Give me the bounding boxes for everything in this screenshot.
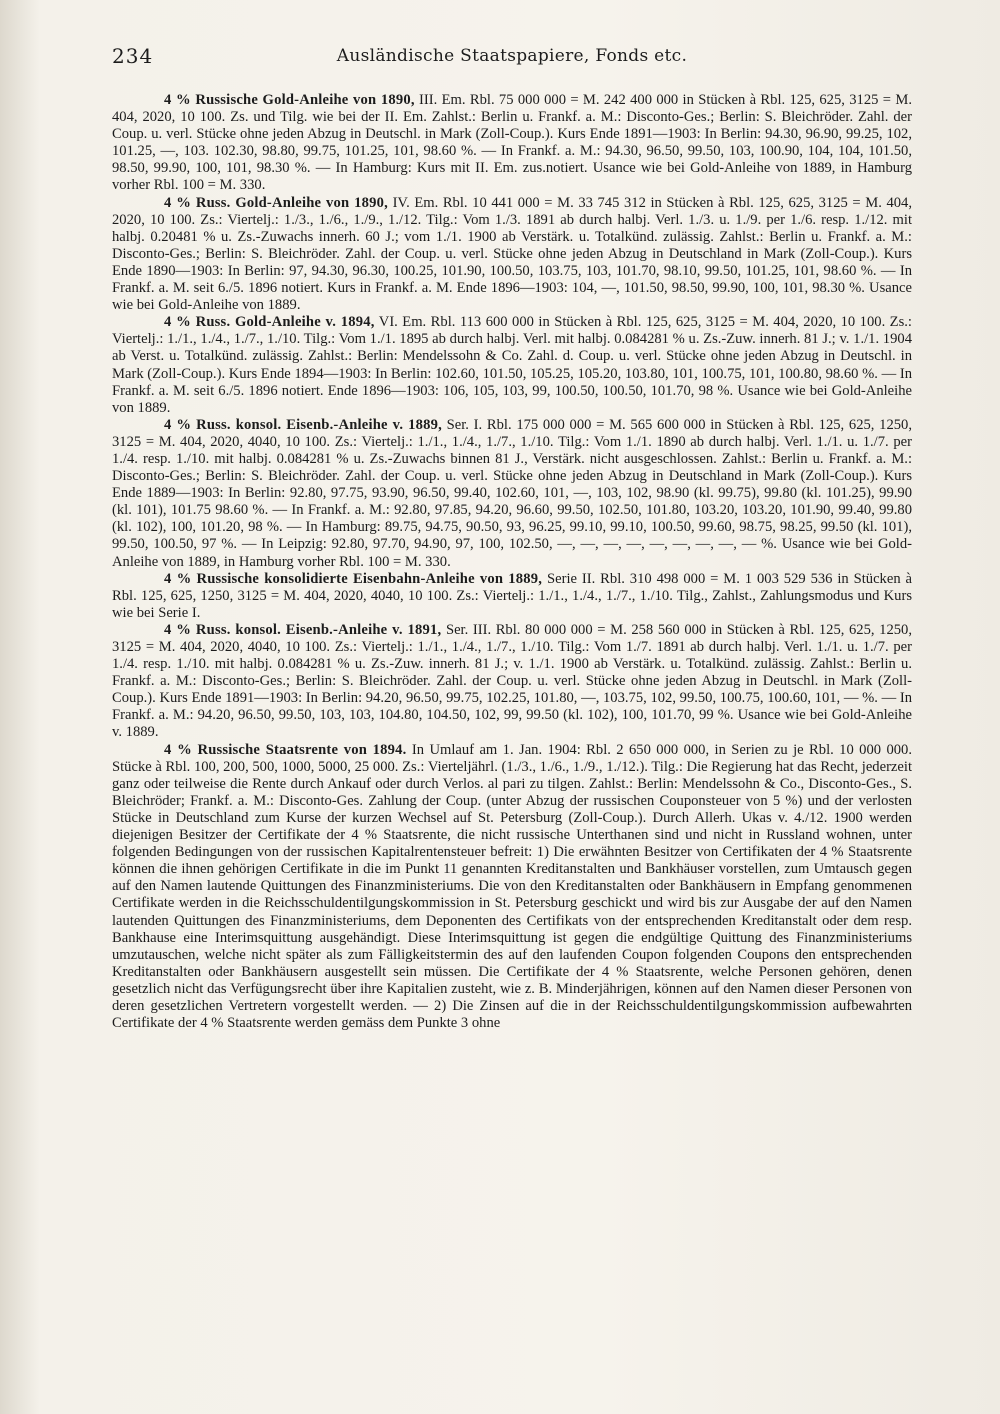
- entry-title: 4 % Russ. konsol. Eisenb.-Anleihe v. 1889,: [164, 416, 442, 433]
- entry-eisenb-anleihe-1891-ser3: [112, 622, 912, 742]
- entry-gold-anleihe-1890-em3: [112, 92, 912, 195]
- entry-text: IV. Em. Rbl. 10 441 000 = M. 33 745 312 in Stücken à Rbl. 125, 625, 3125 = M. 404, 2020, 10 100. Zs.: Viertelj.: 1./3., 1./6., 1./9., 1./12. Tilg.: Vom 1./3. 1891 ab durch halbj. Verl. 1./3. u. 1./9. per 1./6. resp. 1./12. mit halbj. 0.20481 % u. Zs.-Zuwachs innerh. 60 J.; vom 1./1. 1900 ab Verstärk. u. Totalkünd. zulässig. Zahlst.: Berlin u. Frankf. a. M.: Disconto-Ges.; Berlin: S. Bleichröder. Zahl. der Coup. u. verl. Stücke ohne jeden Abzug in Deutschland in Mark (Zoll-Coup.). Kurs Ende 1890—1903: In Berlin: 97, 94.30, 96.30, 100.25, 101.90, 100.50, 103.75, 103, 101.70, 98.10, 99.50, 101.25, 101, 98.60 %. — In Frankf. a. M. seit 6./5. 1896 notiert. Kurs in Frankf. a. M. Ende 1896—1903: 104, —, 101.50, 98.50, 99.90, 100, 101, 98.30 %. Usance wie bei Gold-Anleihe von 1889.: [112, 194, 912, 314]
- entry-staatsrente-1894: [112, 742, 912, 1033]
- entry-gold-anleihe-1894: [112, 314, 912, 417]
- entry-text: Ser. III. Rbl. 80 000 000 = M. 258 560 000 in Stücken à Rbl. 125, 625, 1250, 3125 = M. 404, 2020, 4040, 10 100. Zs.: Viertelj.: 1./1., 1./4., 1./7., 1./10. Tilg.: Vom 1./7. 1891 ab durch halbj. Verl. 1./1. u. 1./7. per 1./4. resp. 1./10. mit halbj. 0.084281 % u. Zs.-Zuw. innerh. 81 J.; v. 1./1. 1900 ab Verstärk. u. Totalkünd. zulässig. Zahlst.: Berlin u. Frankf. a. M.: Disconto-Ges.; Berlin: S. Bleichröder. Zahl. der Coup. u. verl. Stücke ohne jeden Abzug in Deutschl. in Mark (Zoll-Coup.). Kurs Ende 1891—1903: In Berlin: 94.20, 96.50, 99.75, 102.25, 101.80, —, 103.75, 102, 99.50, 100.75, 100.60, 101, — %. — In Frankf. a. M.: 94.20, 96.50, 99.50, 103, 103, 104.80, 104.50, 102, 99, 99.50 (kl. 102), 100, 101.70, 99 %. Usance wie bei Gold-Anleihe v. 1889.: [112, 621, 912, 741]
- entry-text: III. Em. Rbl. 75 000 000 = M. 242 400 000 in Stücken à Rbl. 125, 625, 3125 = M. 404, 2020, 10 100. Zs. und Tilg. wie bei der II. Em. Zahlst.: Berlin u. Frankf. a. M.: Disconto-Ges.; Berlin: S. Bleichröder. Zahl. der Coup. u. verl. Stücke ohne jeden Abzug in Deutschl. in Mark (Zoll-Coup.). Kurs Ende 1891—1903: In Berlin: 94.30, 96.90, 99.25, 102, 101.25, —, 103. 102.30, 98.80, 99.75, 101.25, 101, 98.60 %. — In Frankf. a. M.: 94.30, 96.50, 99.50, 103, 100.90, 104, 104, 101.50, 98.50, 99.90, 100, 101, 98.30 %. — In Hamburg: Kurs mit II. Em. zus.notiert. Usance wie bei Gold-Anleihe von 1889, in Hamburg vorher Rbl. 100 = M. 330.: [112, 92, 912, 194]
- running-head: Ausländische Staatspapiere, Fonds etc.: [336, 46, 688, 66]
- entry-gold-anleihe-1890-em4: [112, 195, 912, 315]
- entry-text: Serie II. Rbl. 310 498 000 = M. 1 003 529 536 in Stücken à Rbl. 125, 625, 1250, 3125 = M. 404, 2020, 4040, 10 100. Zs.: Viertelj.: 1./1., 1./4., 1./7., 1./10. Tilg., Zahlst., Zahlungsmodus und Kurs wie bei Serie I.: [112, 570, 912, 621]
- entry-eisenb-anleihe-1889-ser1: [112, 417, 912, 571]
- entry-title: 4 % Russische Gold-Anleihe von 1890,: [164, 92, 415, 108]
- entry-text: Ser. I. Rbl. 175 000 000 = M. 565 600 000 in Stücken à Rbl. 125, 625, 1250, 3125 = M. 404, 2020, 4040, 10 100. Zs.: Viertelj.: 1./1., 1./4., 1./7., 1./10. Tilg.: Vom 1./1. 1890 ab durch halbj. Verl. 1./1. u. 1./7. per 1./4. resp. 1./10. mit halbj. 0.084281 % u. Zs.-Zuwachs binnen 81 J., Verstärk. nicht ausgeschlossen. Zahlst.: Berlin u. Frankf. a. M.: Disconto-Ges.; Berlin: S. Bleichröder. Zahl. der Coup. u. verl. Stücke ohne jeden Abzug in Deutschland in Mark (Zoll-Coup.). Kurs Ende 1889—1903: In Berlin: 92.80, 97.75, 93.90, 96.50, 99.40, 102.60, 101, —, 103, 102, 98.90 (kl. 99.75), 99.80 (kl. 101.25), 99.90 (kl. 101), 101.75 98.60 %. — In Frankf. a. M.: 92.80, 97.85, 94.20, 96.60, 99.50, 102.50, 101.80, 103.20, 103.20, 101.90, 99.40, 99.80 (kl. 102), 100, 101.20, 98 %. — In Hamburg: 89.75, 94.75, 90.50, 93, 96.25, 99.10, 99.10, 100.50, 99.60, 98.75, 98.25, 99.50 (kl. 101), 99.50, 100.50, 97 %. — In Leipzig: 92.80, 97.70, 94.90, 97, 100, 102.50, —, —, —, —, —, —, —, —, — %. Usance wie bei Gold-Anleihe von 1889, in Hamburg vorher Rbl. 100 = M. 330.: [112, 416, 912, 570]
- page-header: [112, 44, 912, 74]
- entry-eisenb-anleihe-1889-ser2: [112, 571, 912, 622]
- entry-title: 4 % Russ. Gold-Anleihe v. 1894,: [164, 314, 375, 331]
- entry-text: VI. Em. Rbl. 113 600 000 in Stücken à Rbl. 125, 625, 3125 = M. 404, 2020, 10 100. Zs.: Viertelj.: 1./1., 1./4., 1./7., 1./10. Tilg.: Vom 1./1. 1895 ab durch halbj. Verl. mit halbj. 0.084281 % u. Zs.-Zuw. innerh. 81 J.; v. 1./1. 1904 ab Verst. u. Totalkünd. zulässig. Zahlst.: Berlin: Mendelssohn & Co. Zahl. d. Coup. u. verl. Stücke ohne jeden Abzug in Deutschl. in Mark (Zoll-Coup.). Kurs Ende 1894—1903: In Berlin: 102.60, 101.50, 105.25, 105.20, 103.80, 101, 100.75, 101, 100.80, 98.60 %. — In Frankf. a. M. seit 6./5. 1896 notiert. Ende 1896—1903: 106, 105, 103, 99, 100.50, 100.50, 101.70, 98 %. Usance wie bei Gold-Anleihe von 1889.: [112, 314, 912, 416]
- body-text: [112, 92, 912, 1032]
- entry-title: 4 % Russ. konsol. Eisenb.-Anleihe v. 1891,: [164, 621, 442, 638]
- entry-title: 4 % Russische Staatsrente von 1894.: [164, 741, 407, 758]
- page-number: 234: [112, 44, 154, 68]
- entry-text: In Umlauf am 1. Jan. 1904: Rbl. 2 650 000 000, in Serien zu je Rbl. 10 000 000. Stücke à Rbl. 100, 200, 500, 1000, 5000, 25 000. Zs.: Vierteljährl. (1./3., 1./6., 1./9., 1./12.). Tilg.: Die Regierung hat das Recht, jederzeit ganz oder teilweise die Rente durch Ankauf oder durch Verlos. al pari zu tilgen. Zahlst.: Berlin: Mendelssohn & Co., Disconto-Ges., S. Bleichröder; Frankf. a. M.: Disconto-Ges. Zahlung der Coup. (unter Abzug der russischen Couponsteuer von 5 %) und der verlosten Stücke in Deutschland zum Kurse der kurzen Wechsel auf St. Petersburg (Zoll-Coup.). Durch Allerh. Ukas v. 4./12. 1900 werden diejenigen Besitzer der Certifikate der 4 % Staatsrente, die nicht russische Unterthanen sind und nicht in Russland wohnen, unter folgenden Bedingungen von der russischen Kapitalrentensteuer befreit: 1) Die erwähnten Besitzer von Certifikaten der 4 % Staatsrente können die ihnen gehörigen Certifikate in die im Punkt 11 genannten Kreditanstalten und Bankhäuser vorstellen, zum Umtausch gegen auf den Namen lautende Quittungen des Finanzministeriums. Die von den Kreditanstalten oder Bankhäusern in Empfang genommenen Certifikate werden in die Reichsschuldentilgungskommission in St. Petersburg geschickt und wird bis zur Ausgabe der auf den Namen lautenden Quittungen des Finanzministeriums, dem Deponenten des Certifikats von der entsprechenden Kreditanstalt oder dem resp. Bankhause eine Interimsquittung ausgehändigt. Diese Interimsquittung ist gegen die endgültige Quittung des Finanzministeriums umzutauschen, welche nicht später als zum Fälligkeitstermin des auf den laufenden Coupon folgenden Coupons den entsprechenden Kreditanstalten oder Bankhäusern ausgestellt sein müssen. Die Certifikate der 4 % Staatsrente, welche Personen gehören, denen gesetzlich nicht das Verfügungsrecht über ihre Kapitalien zusteht, wie z. B. Minderjährigen, können auf den Namen dieser Personen von deren gesetzlichen Vertretern vorgestellt werden. — 2) Die Zinsen auf die in der Reichsschuldentilgungskommission aufbewahrten Certifikate der 4 % Staatsrente werden gemäss dem Punkte 3 ohne: [112, 741, 912, 1032]
- entry-title: 4 % Russ. Gold-Anleihe von 1890,: [164, 194, 388, 211]
- entry-title: 4 % Russische konsolidierte Eisenbahn-Anleihe von 1889,: [164, 570, 543, 587]
